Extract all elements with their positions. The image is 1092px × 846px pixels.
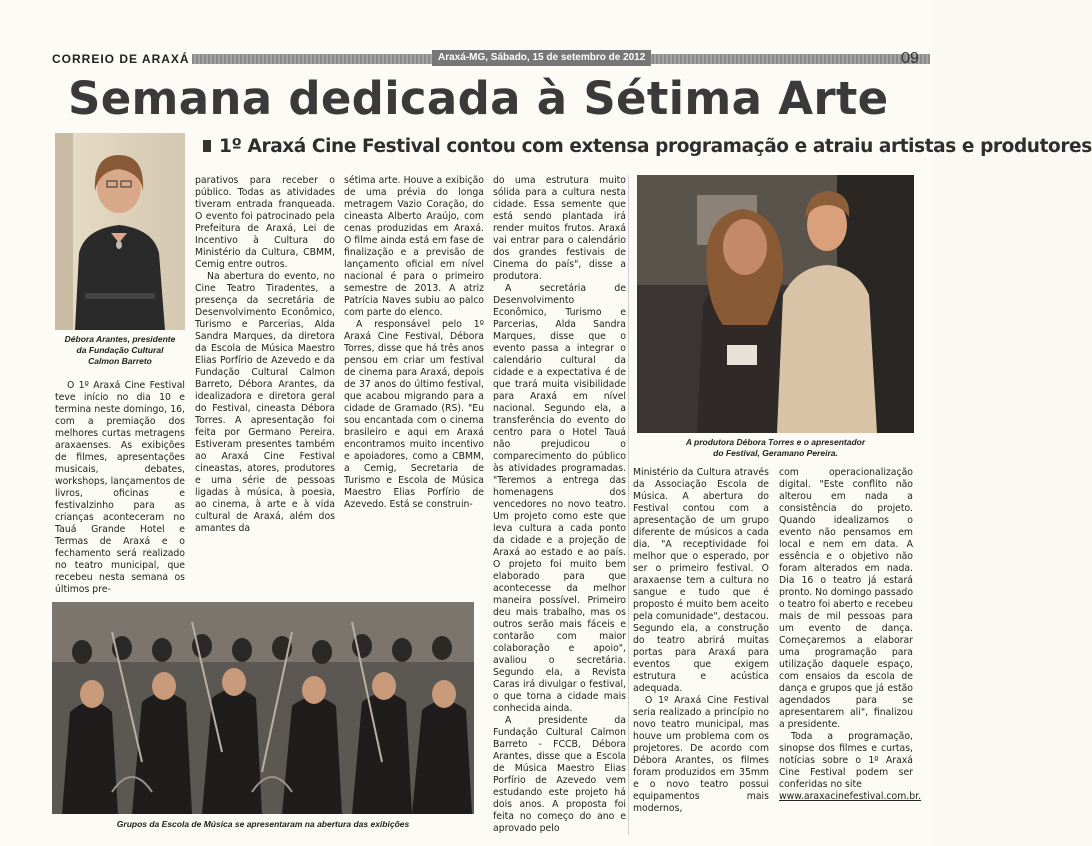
orchestra-photo [52,602,474,814]
paragraph: A responsável pelo 1º Araxá Cine Festival, Débora Torres, disse que há três anos pensou em criar um festival de cinema para Araxá, depois de 37 anos do último festival, que acabou migrando para a cidade de Gramado (RS). "Eu sou encantada com o cinema brasileiro e aqui em Araxá encontramos muito incentivo e apoiadores, como a CBMM, a Cemig, Secretaria de Turismo e Escola de Música Maestro Elias Porfírio de Azevedo. Está se construin- [344,319,484,510]
column-divider [628,175,629,835]
paragraph: Na abertura do evento, no Cine Teatro Tiradentes, a presença da secretária de Desenvolvimento Econômico, Turismo e Parcerias, Alda Sandra Marques, da diretora da Escola de Música Maestro Elias Porfírio de Azevedo e da Fundação Cultural Calmon Barreto, Débora Arantes, da idealizadora e diretora geral do Festival, cineasta Débora Torres. A apresentação foi feita por Germano Pereira. Estiveram presentes também ao Araxá Cine Festival cineastas, atores, produtores e uma série de pessoas ligadas à música, à poesia, ao cinema, à arte e à vida cultural de Araxá, além dos amantes da [195,271,335,534]
producer-caption [637,437,914,459]
caption-line: Calmon Barreto [88,356,152,366]
caption-line: da Fundação Cultural [76,345,164,355]
producer-photo [637,175,914,433]
orchestra-caption: Grupos da Escola de Música se apresentaram na abertura das exibições [116,819,410,829]
paragraph: do uma estrutura muito sólida para a cultura nesta cidade. Essa semente que está sendo plantada irá render muitos frutos. Araxá vai entrar para o calendário dos grandes festivais de Cinema do país", disse a produtora. [493,175,626,282]
article-column-1 [55,380,185,596]
caption-line: Débora Arantes, presidente [64,334,176,344]
headline: Semana dedicada à Sétima Arte [68,72,889,125]
paragraph: O 1º Araxá Cine Festival seria realizado a princípio no novo teatro municipal, mas houve um problema com os projetores. De acordo com Débora Arantes, os filmes foram produzidos em 35mm e o novo teatro possui equipamentos mais modernos, [633,695,769,814]
subheadline-text: 1º Araxá Cine Festival contou com extensa programação e atraiu artistas e produtores [219,136,1092,157]
paragraph: sétima arte. Houve a exibição de uma prévia do longa metragem Vazio Coração, do cineasta Alberto Araújo, com cenas produzidas em Araxá. O filme ainda está em fase de finalização e a previsão de lançamento oficial em nível nacional é para o primeiro semestre de 2013. A atriz Patrícia Naves subiu ao palco com parte do elenco. [344,175,484,318]
paragraph: A secretária de Desenvolvimento Econômico, Turismo e Parcerias, Alda Sandra Marques, disse que o evento passa a integrar o calendário cultural da cidade e a expectativa é de que trará muita visibilidade para Araxá em nível nacional. Segundo ela, a transferência do evento do centro para o Hotel Tauá não prejudicou o comparecimento do público às atividades programadas. "Teremos a entrega das homenagens dos vencedores no novo teatro. Um projeto como este que leva cultura a cada ponto da cidade e a projeção de Araxá ao estado e ao país. O projeto foi muito bem elaborado para que acontecesse da melhor maneira possível. Primeiro deu mais trabalho, mas os outros serão mais fáceis e contarão com maior colaboração e apoio", avaliou o secretária. Segundo ela, a Revista Caras irá divulgar o festival, o que torna a cidade mais conhecida ainda. [493,283,626,714]
bullet-square-icon [203,140,211,152]
article-column-5 [633,467,769,835]
paragraph: parativos para receber o público. Todas as atividades tiveram entrada franqueada. O evento foi patrocinado pela Prefeitura de Araxá, Lei de Incentivo à Cultura do Ministério da Cultura, CBMM, Cemig entre outros. [195,175,335,270]
subheadline [203,136,1092,157]
article-column-2 [195,175,335,595]
caption-line: do Festival, Geramano Pereira. [713,448,838,458]
article-column-6 [779,467,922,835]
newspaper-name: CORREIO DE ARAXÁ [52,52,190,66]
paragraph: A presidente da Fundação Cultural Calmon Barreto - FCCB, Débora Arantes, disse que a Escola de Música Maestro Elias Porfírio de Azevedo vem estudando este projeto há dois anos. A proposta foi feita no começo do ano e aprovado pelo [493,715,626,834]
dateline: Araxá-MG, Sábado, 15 de setembro de 2012 [432,50,651,66]
paragraph: O 1º Araxá Cine Festival teve início no dia 10 e termina neste domingo, 16, com a premiação dos melhores curtas metragens araxaenses. As exibições de filmes, apresentações musicais, debates, workshops, lançamentos de livros, oficinas e festivalzinho para as crianças aconteceram no Tauá Grande Hotel e Termas de Araxá e o fechamento será realizado no teatro municipal, que recebeu nesta semana os últimos pre- [55,380,185,595]
portrait-caption [55,334,185,367]
page-number: 09 [901,50,919,67]
caption-line: A produtora Débora Torres e o apresentador [685,437,866,447]
article-column-3 [344,175,484,595]
portrait-photo [55,133,185,330]
paragraph: Ministério da Cultura através da Associação Escola de Música. A abertura do Festival contou com a apresentação de um grupo diferente de músicos a cada dia. "A receptividade foi melhor que o esperado, por ser o primeiro festival. O araxaense tem a cultura no sangue e tudo que é proposto é muito bem aceito pela comunidade", destacou. Segundo ela, a construção do teatro abrirá muitas portas para Araxá para eventos que exigem estrutura e acústica adequada. [633,467,769,694]
website-link[interactable]: www.araxacinefestival.com.br. [779,791,922,802]
article-column-4 [493,175,626,835]
paragraph: Toda a programação, sinopse dos filmes e curtas, notícias sobre o 1º Araxá Cine Festival podem ser conferidas no site [779,731,913,790]
paragraph: com operacionalização digital. "Este conflito não alterou em nada a consistência do projeto. Quando idealizamos o evento não pensamos em local e nem em data. A essência e o objetivo não foram alterados em nada. Dia 16 o teatro já estará pronto. No domingo passado o teatro foi aberto e recebeu mais de mil pessoas para um evento de dança. Começaremos a elaborar uma programação para utilização daquele espaço, com ensaios da escola de dança e grupos que já estão agendados para se apresentarem ali", finalizou a presidente. [779,467,914,730]
masthead [52,50,920,70]
